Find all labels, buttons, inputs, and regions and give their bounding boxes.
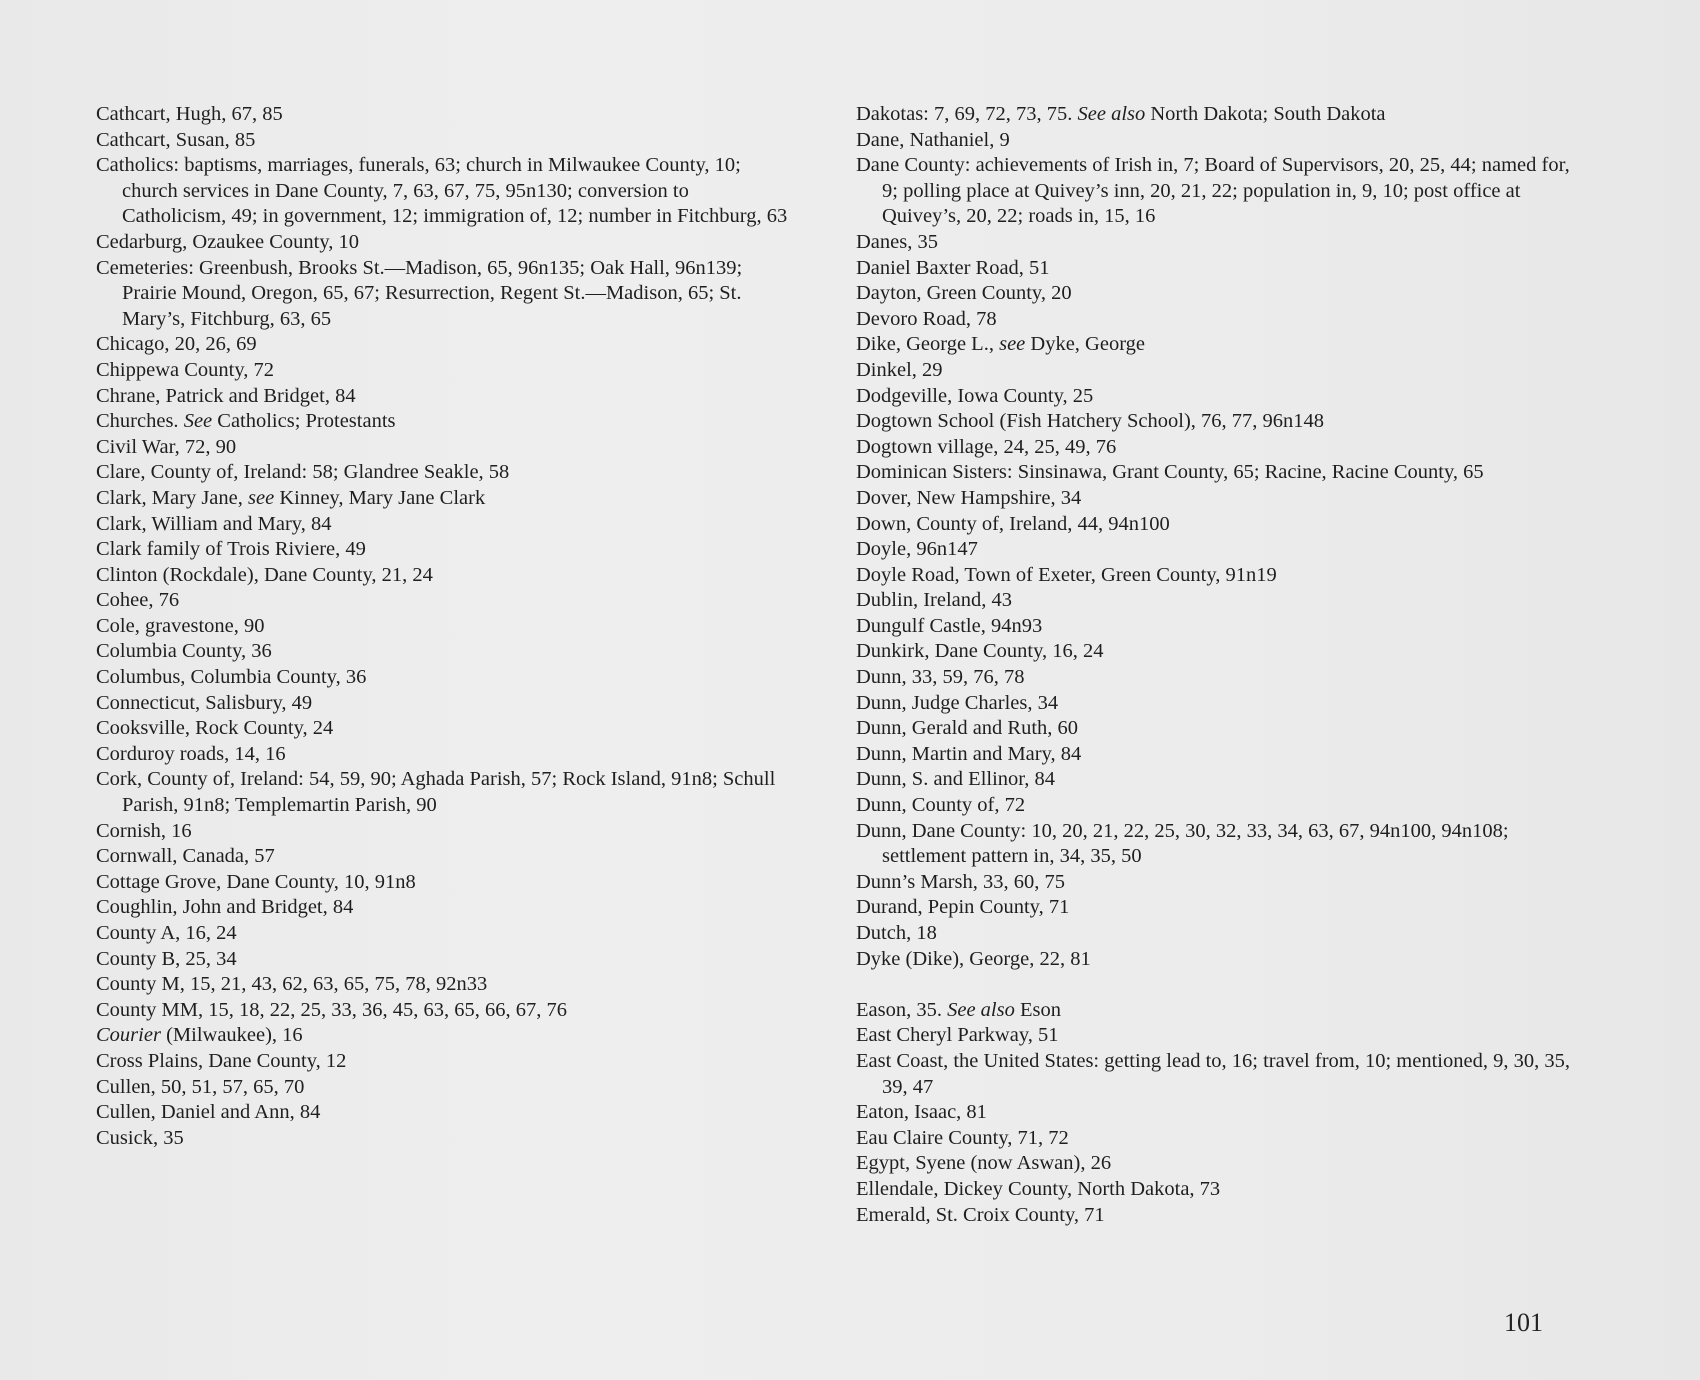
index-entry [856,895,1576,921]
index-entry [856,691,1576,717]
index-entry-text: (Milwaukee), 16 [160,1024,303,1047]
index-section-gap [856,972,1576,998]
index-entry-text: Doyle, 96n147 [856,538,978,561]
index-entry [856,153,1576,230]
index-entry-text: Dayton, Green County, 20 [856,282,1072,305]
index-entry-text: Daniel Baxter Road, 51 [856,256,1050,279]
index-entry [96,1075,796,1101]
index-entry-italic-text: See [183,410,213,433]
index-entry-italic-text: Courier [96,1024,161,1047]
index-entry-text: Kinney, Mary Jane Clark [274,486,486,509]
index-entry-text: Cathcart, Hugh, 67, 85 [96,103,283,125]
index-entry-text: County M, 15, 21, 43, 62, 63, 65, 75, 78, 92n33 [96,973,488,996]
index-entry-text: Cork, County of, Ireland: 54, 59, 90; Aghada Parish, 57; Rock Island, 91n8; Schull Parish, 91n8; Templemartin Parish, 90 [96,768,776,817]
index-entry [96,716,796,742]
index-entry-text: Egypt, Syene (now Aswan), 26 [856,1152,1112,1175]
index-entry [96,819,796,845]
index-entry-text: Dunn, 33, 59, 76, 78 [856,666,1025,689]
index-entry-text: Dunn, County of, 72 [856,794,1026,817]
index-entry [96,563,796,589]
index-entry-text: Cornish, 16 [96,819,192,842]
index-entry [856,307,1576,333]
index-entry [856,384,1576,410]
index-entry-text: East Coast, the United States: getting lead to, 16; travel from, 10; mentioned, 9, 30, 35, 39, 47 [856,1049,1570,1098]
index-entry-text: Eaton, Isaac, 81 [856,1101,987,1124]
index-entry-text: Durand, Pepin County, 71 [856,896,1070,919]
index-entry-text: Columbus, Columbia County, 36 [96,666,367,689]
index-entry [856,614,1576,640]
index-entry [96,460,796,486]
index-entry-text: Dominican Sisters: Sinsinawa, Grant County, 65; Racine, Racine County, 65 [856,461,1484,484]
index-entry [856,1177,1576,1203]
index-entry [96,102,796,128]
index-entry-text: Dakotas: 7, 69, 72, 73, 75. [856,103,1078,125]
index-entry [856,563,1576,589]
index-entry-italic-text: see [248,486,275,509]
index-entry [856,742,1576,768]
index-entry-text: Dogtown village, 24, 25, 49, 76 [856,435,1117,458]
index-entry [96,384,796,410]
index-entry-text: Down, County of, Ireland, 44, 94n100 [856,512,1170,535]
index-entry-text: County A, 16, 24 [96,922,237,944]
index-entry [96,767,796,818]
index-entry-text: Dungulf Castle, 94n93 [856,614,1043,637]
index-entry [96,230,796,256]
index-entry-text: Devoro Road, 78 [856,307,997,330]
index-entry [856,588,1576,614]
index-entry-text: Dane County: achievements of Irish in, 7; Board of Supervisors, 20, 25, 44; named for, 9; polling place at Quivey’s inn, 20, 21, 22; population in, 9, 10; post office at Quivey’s, 20, 22; roads in, 15, 16 [856,154,1570,228]
index-entry-text: Cathcart, Susan, 85 [96,128,256,151]
index-entry [96,588,796,614]
index-entry-text: Cornwall, Canada, 57 [96,845,275,868]
index-entry-text: Cemeteries: Greenbush, Brooks St.—Madison, 65, 96n135; Oak Hall, 96n139; Prairie Mound, Oregon, 65, 67; Resurrection, Regent St.—Madison, 65; St. Mary’s, Fitchburg, 63, 65 [96,256,743,330]
index-entry-italic-text: See also [1077,103,1146,125]
index-entry [96,639,796,665]
index-entry [96,153,796,230]
index-entry-text: Doyle Road, Town of Exeter, Green County, 91n19 [856,563,1277,586]
index-entry-text: Dike, George L., [856,333,1000,356]
index-entry [96,332,796,358]
index-entry-text: Dublin, Ireland, 43 [856,589,1012,612]
index-entry-text: Dunn’s Marsh, 33, 60, 75 [856,870,1065,893]
index-entry-text: Dane, Nathaniel, 9 [856,128,1010,151]
index-entry-text: Connecticut, Salisbury, 49 [96,691,313,714]
index-entry [96,435,796,461]
index-entry [856,716,1576,742]
index-entry-text: Cole, gravestone, 90 [96,614,265,637]
index-entry-text: Dunkirk, Dane County, 16, 24 [856,640,1104,663]
index-entry [856,358,1576,384]
index-entry [856,486,1576,512]
page-number: 101 [1504,1308,1543,1337]
index-entry [856,512,1576,538]
index-entry-text: Cohee, 76 [96,589,180,612]
index-entry [856,639,1576,665]
index-entry [96,128,796,154]
index-entry-text: Dinkel, 29 [856,358,943,381]
index-entry [856,1126,1576,1152]
index-entry [856,230,1576,256]
index-entry-text: Churches. [96,410,184,433]
index-entry [856,102,1576,128]
index-entry-text: Clare, County of, Ireland: 58; Glandree Seakle, 58 [96,461,510,484]
index-entry-text: North Dakota; South Dakota [1145,103,1386,125]
index-entry [96,409,796,435]
index-entry [856,921,1576,947]
index-entry-text: Clark family of Trois Riviere, 49 [96,538,366,561]
index-entry [96,256,796,333]
index-entry [856,537,1576,563]
index-entry [96,691,796,717]
index-entry-text: Dover, New Hampshire, 34 [856,486,1082,509]
index-entry [856,767,1576,793]
index-entry [856,256,1576,282]
index-entry-text: Dyke (Dike), George, 22, 81 [856,947,1091,970]
index-entry [856,409,1576,435]
index-entry [96,1049,796,1075]
index-entry-text: Cedarburg, Ozaukee County, 10 [96,230,360,253]
index-entry [856,1100,1576,1126]
index-entry-text: Eson [1014,998,1061,1021]
index-entry-text: Catholics; Protestants [212,410,396,433]
index-entry [96,742,796,768]
index-entry-text: Catholics: baptisms, marriages, funerals, 63; church in Milwaukee County, 10; church services in Dane County, 7, 63, 67, 75, 95n130; conversion to Catholicism, 49; in government, 12; immigration of, 12; number in Fitchburg, 63 [96,154,788,228]
index-entry [96,358,796,384]
index-entry-text: Chicago, 20, 26, 69 [96,333,257,356]
index-entry [856,1151,1576,1177]
index-entry [96,1023,796,1049]
index-entry-text: Dunn, Dane County: 10, 20, 21, 22, 25, 30, 32, 33, 34, 63, 67, 94n100, 94n108; settlement pattern in, 34, 35, 50 [856,819,1509,868]
index-entry [856,665,1576,691]
index-entry-text: Coughlin, John and Bridget, 84 [96,896,354,919]
index-entry [96,972,796,998]
index-entry [96,895,796,921]
index-entry [96,870,796,896]
index-entry-text: Dodgeville, Iowa County, 25 [856,384,1094,407]
index-entry-text: Dunn, Gerald and Ruth, 60 [856,717,1079,740]
index-entry [96,1126,796,1152]
index-entry [856,793,1576,819]
index-entry-text: Ellendale, Dickey County, North Dakota, 73 [856,1177,1221,1200]
index-entry [96,537,796,563]
index-column-right [856,102,1576,1228]
index-entry-text: Eason, 35. [856,998,948,1021]
index-entry-text: Cullen, 50, 51, 57, 65, 70 [96,1075,305,1098]
index-entry-text: Chrane, Patrick and Bridget, 84 [96,384,356,407]
index-entry-text: Corduroy roads, 14, 16 [96,742,286,765]
index-entry-text: Dyke, George [1025,333,1146,356]
index-entry-text: Dunn, Martin and Mary, 84 [856,742,1082,765]
index-entry-text: Chippewa County, 72 [96,358,275,381]
index-entry-text: Clark, William and Mary, 84 [96,512,332,535]
index-entry [856,1049,1576,1100]
index-entry-text: County MM, 15, 18, 22, 25, 33, 36, 45, 63, 65, 66, 67, 76 [96,998,567,1021]
index-entry-text: Cooksville, Rock County, 24 [96,717,334,740]
index-entry [856,947,1576,973]
index-entry [856,998,1576,1024]
index-entry [96,947,796,973]
index-entry-text: Dogtown School (Fish Hatchery School), 76, 77, 96n148 [856,410,1325,433]
index-entry [96,665,796,691]
index-entry-text: County B, 25, 34 [96,947,237,970]
index-entry-text: Dutch, 18 [856,922,937,944]
index-entry [96,486,796,512]
index-entry [856,281,1576,307]
index-entry [96,921,796,947]
index-entry-text: Cottage Grove, Dane County, 10, 91n8 [96,870,416,893]
index-entry [856,1023,1576,1049]
index-entry-text: Danes, 35 [856,230,938,253]
index-entry-text: Cross Plains, Dane County, 12 [96,1049,347,1072]
index-entry [96,512,796,538]
index-entry [856,435,1576,461]
index-entry [856,460,1576,486]
index-entry-text: Eau Claire County, 71, 72 [856,1126,1069,1149]
index-entry-italic-text: See also [947,998,1015,1021]
index-entry [856,819,1576,870]
index-entry-text: Cusick, 35 [96,1126,184,1149]
index-entry [856,870,1576,896]
index-entry-text: East Cheryl Parkway, 51 [856,1024,1059,1047]
index-entry-italic-text: see [999,333,1026,356]
index-entry [96,998,796,1024]
index-column-left [96,102,796,1151]
index-entry-text: Columbia County, 36 [96,640,272,663]
index-entry-text: Dunn, Judge Charles, 34 [856,691,1059,714]
index-entry [96,844,796,870]
index-entry [96,1100,796,1126]
index-entry-text: Civil War, 72, 90 [96,435,237,458]
index-entry [856,1203,1576,1229]
index-entry [856,128,1576,154]
index-entry-text: Cullen, Daniel and Ann, 84 [96,1101,321,1124]
index-entry-text: Clark, Mary Jane, [96,486,248,509]
index-entry-text: Clinton (Rockdale), Dane County, 21, 24 [96,563,433,586]
index-entry [856,332,1576,358]
index-entry-text: Dunn, S. and Ellinor, 84 [856,768,1056,791]
index-entry [96,614,796,640]
index-entry-text: Emerald, St. Croix County, 71 [856,1203,1105,1226]
